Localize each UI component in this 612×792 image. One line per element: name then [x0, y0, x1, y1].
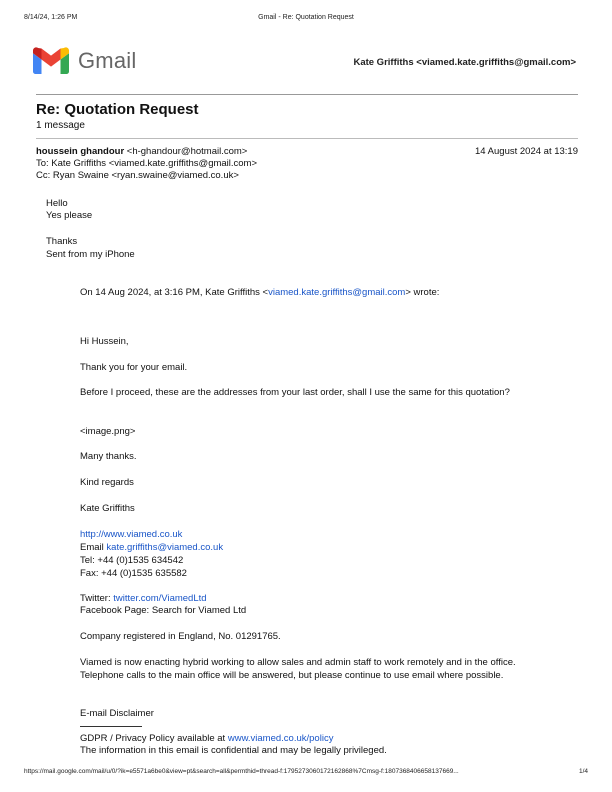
- signature-email-link[interactable]: kate.griffiths@viamed.co.uk: [106, 542, 224, 553]
- quote-intro: [80, 287, 560, 300]
- body-line: Hello: [46, 198, 68, 209]
- sender-name: houssein ghandour: [36, 146, 125, 157]
- signature-fax: Fax: +44 (0)1535 635582: [80, 568, 187, 579]
- header-divider: [36, 94, 578, 95]
- quote-regards: Kind regards: [80, 477, 134, 488]
- twitter-link[interactable]: twitter.com/ViamedLtd: [113, 593, 207, 604]
- gdpr-label: GDPR / Privacy Policy available at: [80, 733, 228, 744]
- twitter-label: Twitter:: [80, 593, 114, 604]
- page-number: 1/4: [578, 768, 588, 775]
- signature-tel: Tel: +44 (0)1535 634542: [80, 555, 184, 566]
- quote-greeting: Hi Hussein,: [80, 336, 129, 347]
- quote-intro-email-link[interactable]: viamed.kate.griffiths@gmail.com: [268, 287, 406, 298]
- quote-thanks: Thank you for your email.: [80, 362, 188, 373]
- print-datetime: 8/14/24, 1:26 PM: [24, 14, 78, 21]
- email-label: Email: [80, 542, 107, 553]
- signature-facebook: Facebook Page: Search for Viamed Ltd: [80, 605, 247, 616]
- disclaimer-divider: [80, 726, 142, 727]
- message-from: [36, 146, 247, 157]
- account-label: Kate Griffiths <viamed.kate.griffiths@gmail.com>: [353, 57, 576, 68]
- quote-image-placeholder: <image.png>: [80, 426, 136, 437]
- signature-twitter: [80, 593, 540, 606]
- thread-divider: [36, 138, 578, 139]
- quote-intro-suffix: > wrote:: [405, 287, 440, 298]
- signature-website: [80, 529, 540, 542]
- confidential-notice: The information in this email is confidential and may be legally privileged.: [80, 745, 387, 756]
- print-title: Gmail - Re: Quotation Request: [258, 14, 354, 21]
- print-url: https://mail.google.com/mail/u/0/?ik=e5571a6be0&view=pt&search=all&permthid=thread-f:1795273060172162868%7Cmsg-f:1807368406658137669...: [24, 768, 459, 775]
- quote-intro-text: On 14 Aug 2024, at 3:16 PM, Kate Griffiths <: [80, 287, 269, 298]
- sender-address: <h-ghandour@hotmail.com>: [126, 146, 248, 157]
- website-link[interactable]: http://www.viamed.co.uk: [80, 529, 183, 540]
- gmail-logo[interactable]: [33, 47, 136, 74]
- gdpr-line: [80, 733, 540, 746]
- body-line: Sent from my iPhone: [46, 249, 135, 260]
- message-to: To: Kate Griffiths <viamed.kate.griffiths@gmail.com>: [36, 158, 258, 169]
- message-date: 14 August 2024 at 13:19: [474, 146, 578, 157]
- disclaimer-heading: E-mail Disclaimer: [80, 708, 154, 719]
- quote-many-thanks: Many thanks.: [80, 451, 137, 462]
- policy-link[interactable]: www.viamed.co.uk/policy: [227, 733, 334, 744]
- signature-email: [80, 542, 540, 555]
- thread-subject: Re: Quotation Request: [36, 101, 199, 118]
- message-count: 1 message: [36, 120, 85, 131]
- quote-question: Before I proceed, these are the addresses from your last order, shall I use the same for this quotation?: [80, 387, 510, 398]
- signature-name: Kate Griffiths: [80, 503, 135, 514]
- hybrid-notice: Viamed is now enacting hybrid working to allow sales and admin staff to work remotely and in the office. Telephone calls to the main office will be answered, but please continue to use email where possible.: [80, 657, 516, 681]
- message-cc: Cc: Ryan Swaine <ryan.swaine@viamed.co.uk>: [36, 170, 239, 181]
- company-registration: Company registered in England, No. 01291765.: [80, 631, 281, 642]
- gmail-wordmark: Gmail: [78, 47, 137, 73]
- gmail-m-icon: [33, 47, 69, 74]
- body-line: Yes please: [46, 210, 93, 221]
- body-line: Thanks: [46, 236, 78, 247]
